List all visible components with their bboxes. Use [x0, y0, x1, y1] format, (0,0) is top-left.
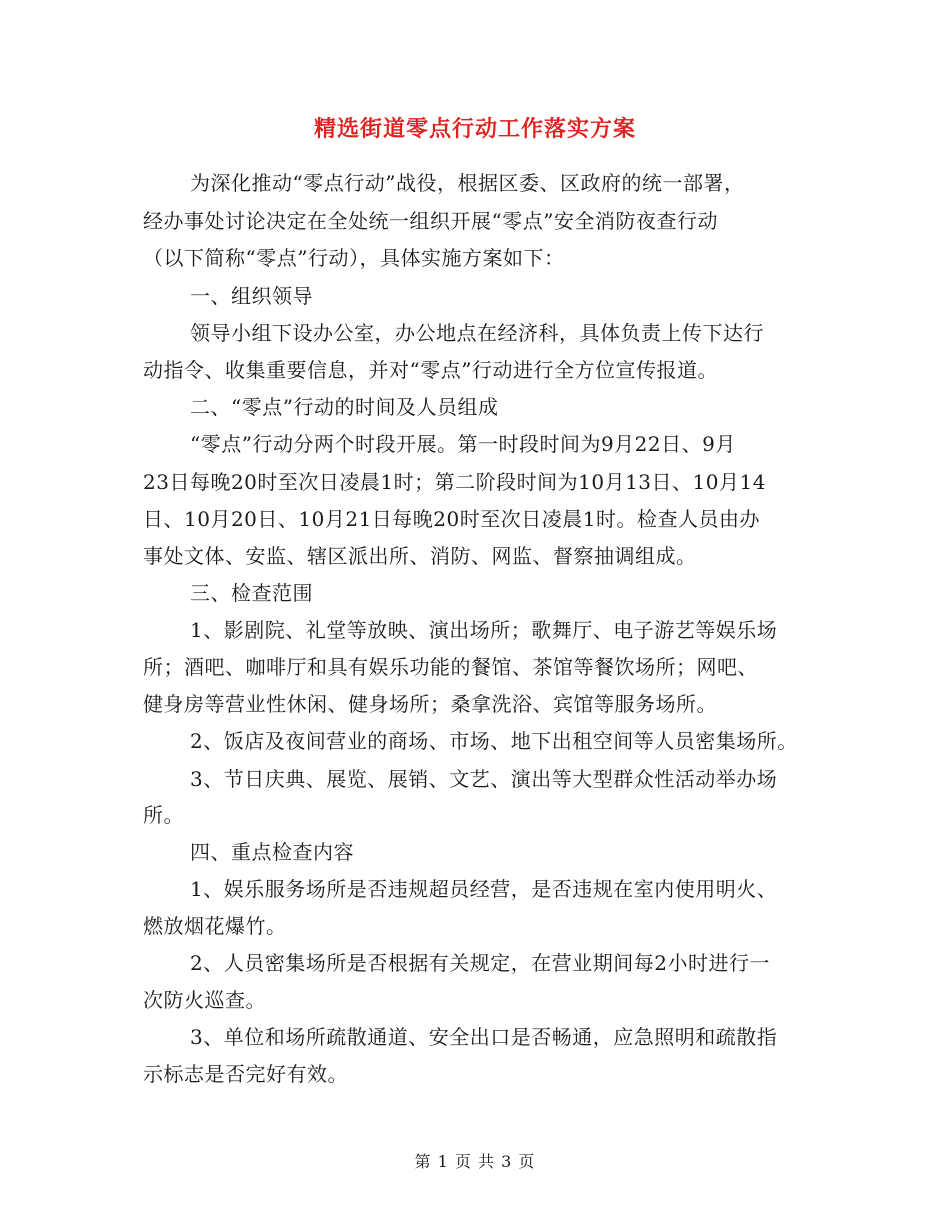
paragraph-line: 为深化推动“零点行动”战役，根据区委、区政府的统一部署， — [190, 171, 745, 195]
paragraph-line: 3、节日庆典、展览、展销、文艺、演出等大型群众性活动举办场 — [190, 767, 778, 791]
paragraph-line: （以下简称“零点”行动），具体实施方案如下： — [143, 246, 565, 270]
paragraph-line: 日、10月20日、10月21日每晚20时至次日凌晨1时。检查人员由办 — [143, 507, 760, 531]
paragraph-line: 事处文体、安监、辖区派出所、消防、网监、督察抽调组成。 — [143, 544, 697, 568]
paragraph-line: 健身房等营业性休闲、健身场所；桑拿洗浴、宾馆等服务场所。 — [143, 692, 717, 716]
section-heading: 三、检查范围 — [190, 581, 313, 605]
paragraph-line: 3、单位和场所疏散通道、安全出口是否畅通，应急照明和疏散指 — [190, 1025, 778, 1049]
paragraph-line: 2、人员密集场所是否根据有关规定，在营业期间每2小时进行一 — [190, 951, 770, 975]
paragraph-line: 次防火巡查。 — [143, 988, 266, 1012]
paragraph-line: 示标志是否完好有效。 — [143, 1062, 348, 1086]
page-number-footer: 第 1 页 共 3 页 — [414, 1152, 536, 1171]
section-heading: 四、重点检查内容 — [190, 840, 354, 864]
section-heading: 二、“零点”行动的时间及人员组成 — [190, 395, 499, 419]
paragraph-line: 动指令、收集重要信息，并对“零点”行动进行全方位宣传报道。 — [143, 358, 718, 382]
paragraph-line: 23日每晚20时至次日凌晨1时；第二阶段时间为10月13日、10月14 — [143, 470, 766, 494]
paragraph-line: 2、饭店及夜间营业的商场、市场、地下出租空间等人员密集场所。 — [190, 729, 798, 753]
paragraph-line: 经办事处讨论决定在全处统一组织开展“零点”安全消防夜查行动 — [143, 209, 718, 233]
paragraph-line: 所。 — [143, 803, 184, 827]
paragraph-line: 1、娱乐服务场所是否违规超员经营，是否违规在室内使用明火、 — [190, 877, 778, 901]
section-heading: 一、组织领导 — [190, 284, 313, 308]
paragraph-line: 领导小组下设办公室，办公地点在经济科，具体负责上传下达行 — [190, 321, 764, 345]
document-title: 精选街道零点行动工作落实方案 — [313, 116, 636, 142]
paragraph-line: “零点”行动分两个时段开展。第一时段时间为9月22日、9月 — [190, 432, 736, 456]
paragraph-line: 所；酒吧、咖啡厅和具有娱乐功能的餐馆、茶馆等餐饮场所；网吧、 — [143, 655, 758, 679]
paragraph-line: 1、影剧院、礼堂等放映、演出场所；歌舞厅、电子游艺等娱乐场 — [190, 618, 778, 642]
paragraph-line: 燃放烟花爆竹。 — [143, 914, 287, 938]
